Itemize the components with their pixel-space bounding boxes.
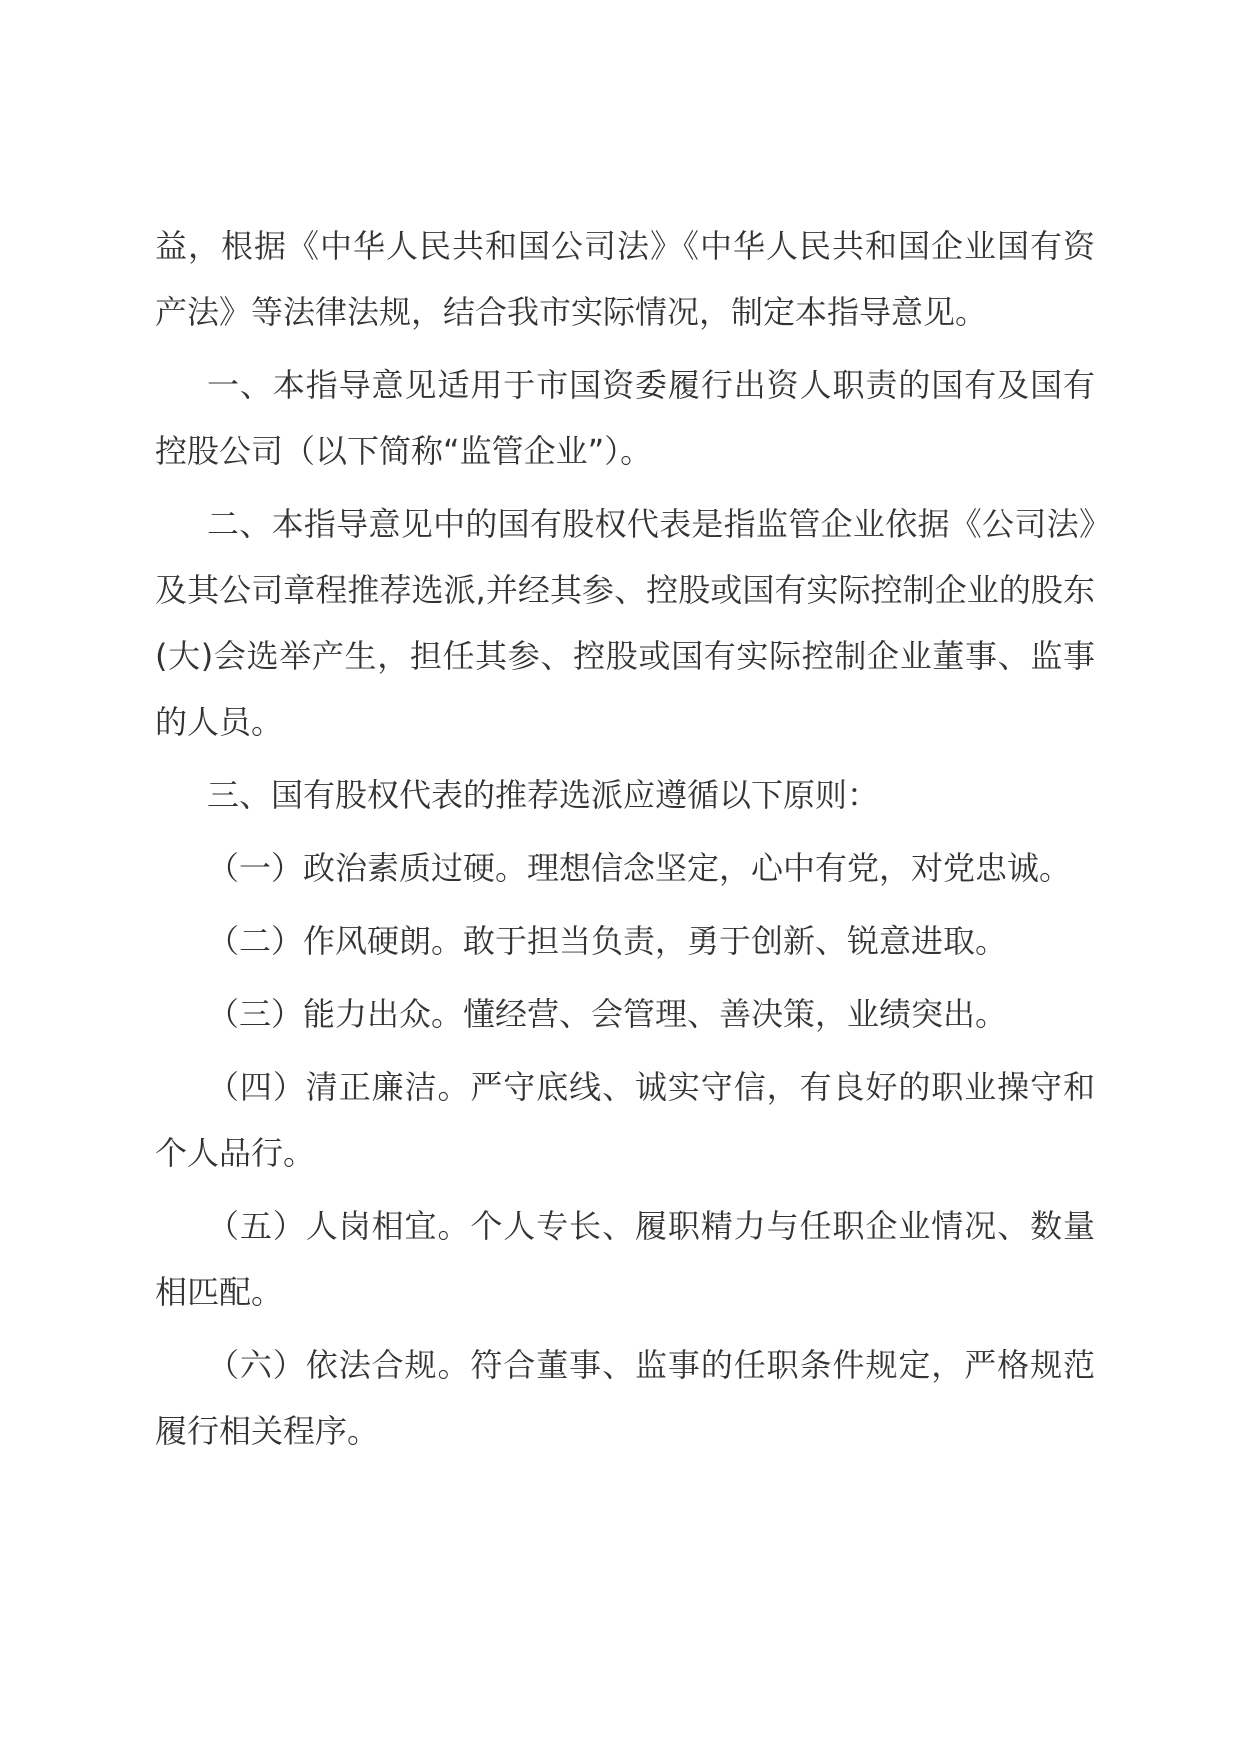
principle-item-3: （三）能力出众。懂经营、会管理、善决策，业绩突出。 [207,995,1008,1033]
paragraph-article-1: 一、本指导意见适用于市国资委履行出资人职责的国有及国有控股公司（以下简称“监管企业”）。 [155,366,1095,470]
document-body [155,213,1095,1471]
paragraph-article-2: 二、本指导意见中的国有股权代表是指监管企业依据《公司法》及其公司章程推荐选派,并经其参、控股或国有实际控制企业的股东(大)会选举产生，担任其参、控股或国有实际控制企业董事、监事的人员。 [155,505,1095,741]
paragraph-continuation: 益，根据《中华人民共和国公司法》《中华人民共和国企业国有资产法》等法律法规，结合我市实际情况，制定本指导意见。 [155,227,1095,331]
principle-item-4: （四）清正廉洁。严守底线、诚实守信，有良好的职业操守和个人品行。 [155,1068,1095,1172]
principle-item-6: （六）依法合规。符合董事、监事的任职条件规定，严格规范履行相关程序。 [155,1346,1095,1450]
principle-item-2: （二）作风硬朗。敢于担当负责，勇于创新、锐意进取。 [207,922,1008,960]
principle-item-5: （五）人岗相宜。个人专长、履职精力与任职企业情况、数量相匹配。 [155,1207,1095,1311]
paragraph-article-3: 三、国有股权代表的推荐选派应遵循以下原则： [207,776,880,814]
principle-item-1: （一）政治素质过硬。理想信念坚定，心中有党，对党忠诚。 [207,849,1072,887]
